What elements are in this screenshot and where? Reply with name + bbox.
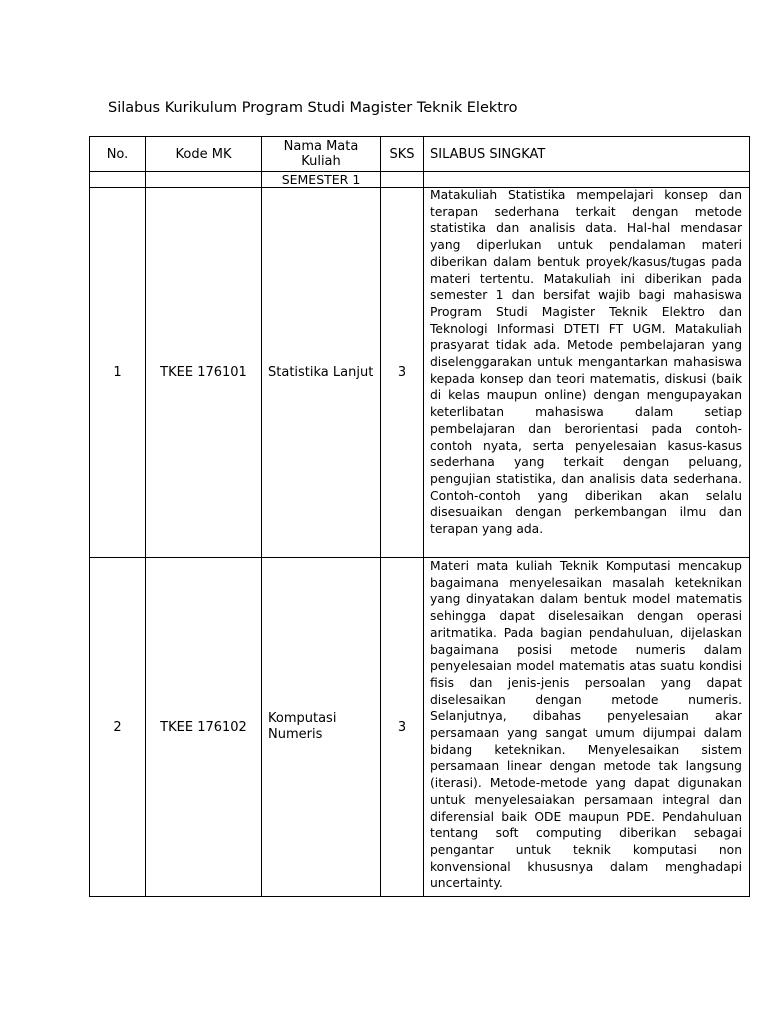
semester-empty-cell xyxy=(146,172,262,188)
header-kode: Kode MK xyxy=(146,137,262,172)
table-row xyxy=(90,558,750,897)
semester-empty-cell xyxy=(381,172,424,188)
row-no: 1 xyxy=(90,188,146,558)
row-sks: 3 xyxy=(381,188,424,558)
header-nama: Nama Mata Kuliah xyxy=(262,137,381,172)
table-row xyxy=(90,188,750,558)
row-silabus: Matakuliah Statistika mempelajari konsep dan terapan sederhana terkait dengan metode statistika dan analisis data. Hal-hal mendasar yang diperlukan untuk pendalaman materi diberikan dalam bentuk proyek/kasus/tugas pada materi tertentu. Matakuliah ini diberikan pada semester 1 dan bersifat wajib bagi mahasiswa Program Studi Magister Teknik Elektro dan Teknologi Informasi DTETI FT UGM. Matakuliah prasyarat tidak ada. Metode pembelajaran yang diselenggarakan untuk mengantarkan mahasiswa kepada konsep dan teori matematis, diskusi (baik di kelas maupun online) dengan mengupayakan keterlibatan mahasiswa dalam setiap pembelajaran dan berorientasi pada contoh-contoh nyata, serta penyelesaian kasus-kasus sederhana yang terkait dengan peluang, pengujian statistika, dan analisis data sederhana. Contoh-contoh yang diberikan akan selalu disesuaikan dengan perkembangan ilmu dan terapan yang ada. xyxy=(430,188,742,537)
row-no: 2 xyxy=(90,558,146,897)
row-sks: 3 xyxy=(381,558,424,897)
semester-empty-cell xyxy=(90,172,146,188)
header-sks: SKS xyxy=(381,137,424,172)
row-silabus: Materi mata kuliah Teknik Komputasi mencakup bagaimana menyelesaikan masalah keteknikan yang dinyatakan dalam bentuk model matematis sehingga dapat diselesaikan dengan operasi aritmatika. Pada bagian pendahuluan, dijelaskan bagaimana posisi metode numeris dalam penyelesaian model matematis atas suatu kondisi fisis dan jenis-jenis persoalan yang dapat diselesaikan dengan metode numeris. Selanjutnya, dibahas penyelesaian akar persamaan yang sangat umum dijumpai dalam bidang keteknikan. Menyelesaikan sistem persamaan linear dengan metode tak langsung (iterasi). Metode-metode yang dapat digunakan untuk menyelesaiakan persamaan integral dan diferensial baik ODE maupun PDE. Pendahuluan tentang soft computing diberikan sebagai pengantar untuk teknik komputasi non konvensional khususnya dalam menghadapi uncertainty. xyxy=(430,559,742,891)
row-silabus-cell xyxy=(424,558,750,897)
header-row xyxy=(90,137,750,172)
row-silabus-cell xyxy=(424,188,750,558)
row-kode: TKEE 176102 xyxy=(146,558,262,897)
row-kode: TKEE 176101 xyxy=(146,188,262,558)
header-no: No. xyxy=(90,137,146,172)
semester-empty-cell xyxy=(424,172,750,188)
document-title: Silabus Kurikulum Program Studi Magister Teknik Elektro xyxy=(108,100,518,116)
row-nama: Komputasi Numeris xyxy=(262,558,381,897)
semester-row xyxy=(90,172,750,188)
semester-label: SEMESTER 1 xyxy=(262,172,381,188)
syllabus-table xyxy=(89,136,750,897)
header-silabus: SILABUS SINGKAT xyxy=(424,137,750,172)
row-nama: Statistika Lanjut xyxy=(262,188,381,558)
